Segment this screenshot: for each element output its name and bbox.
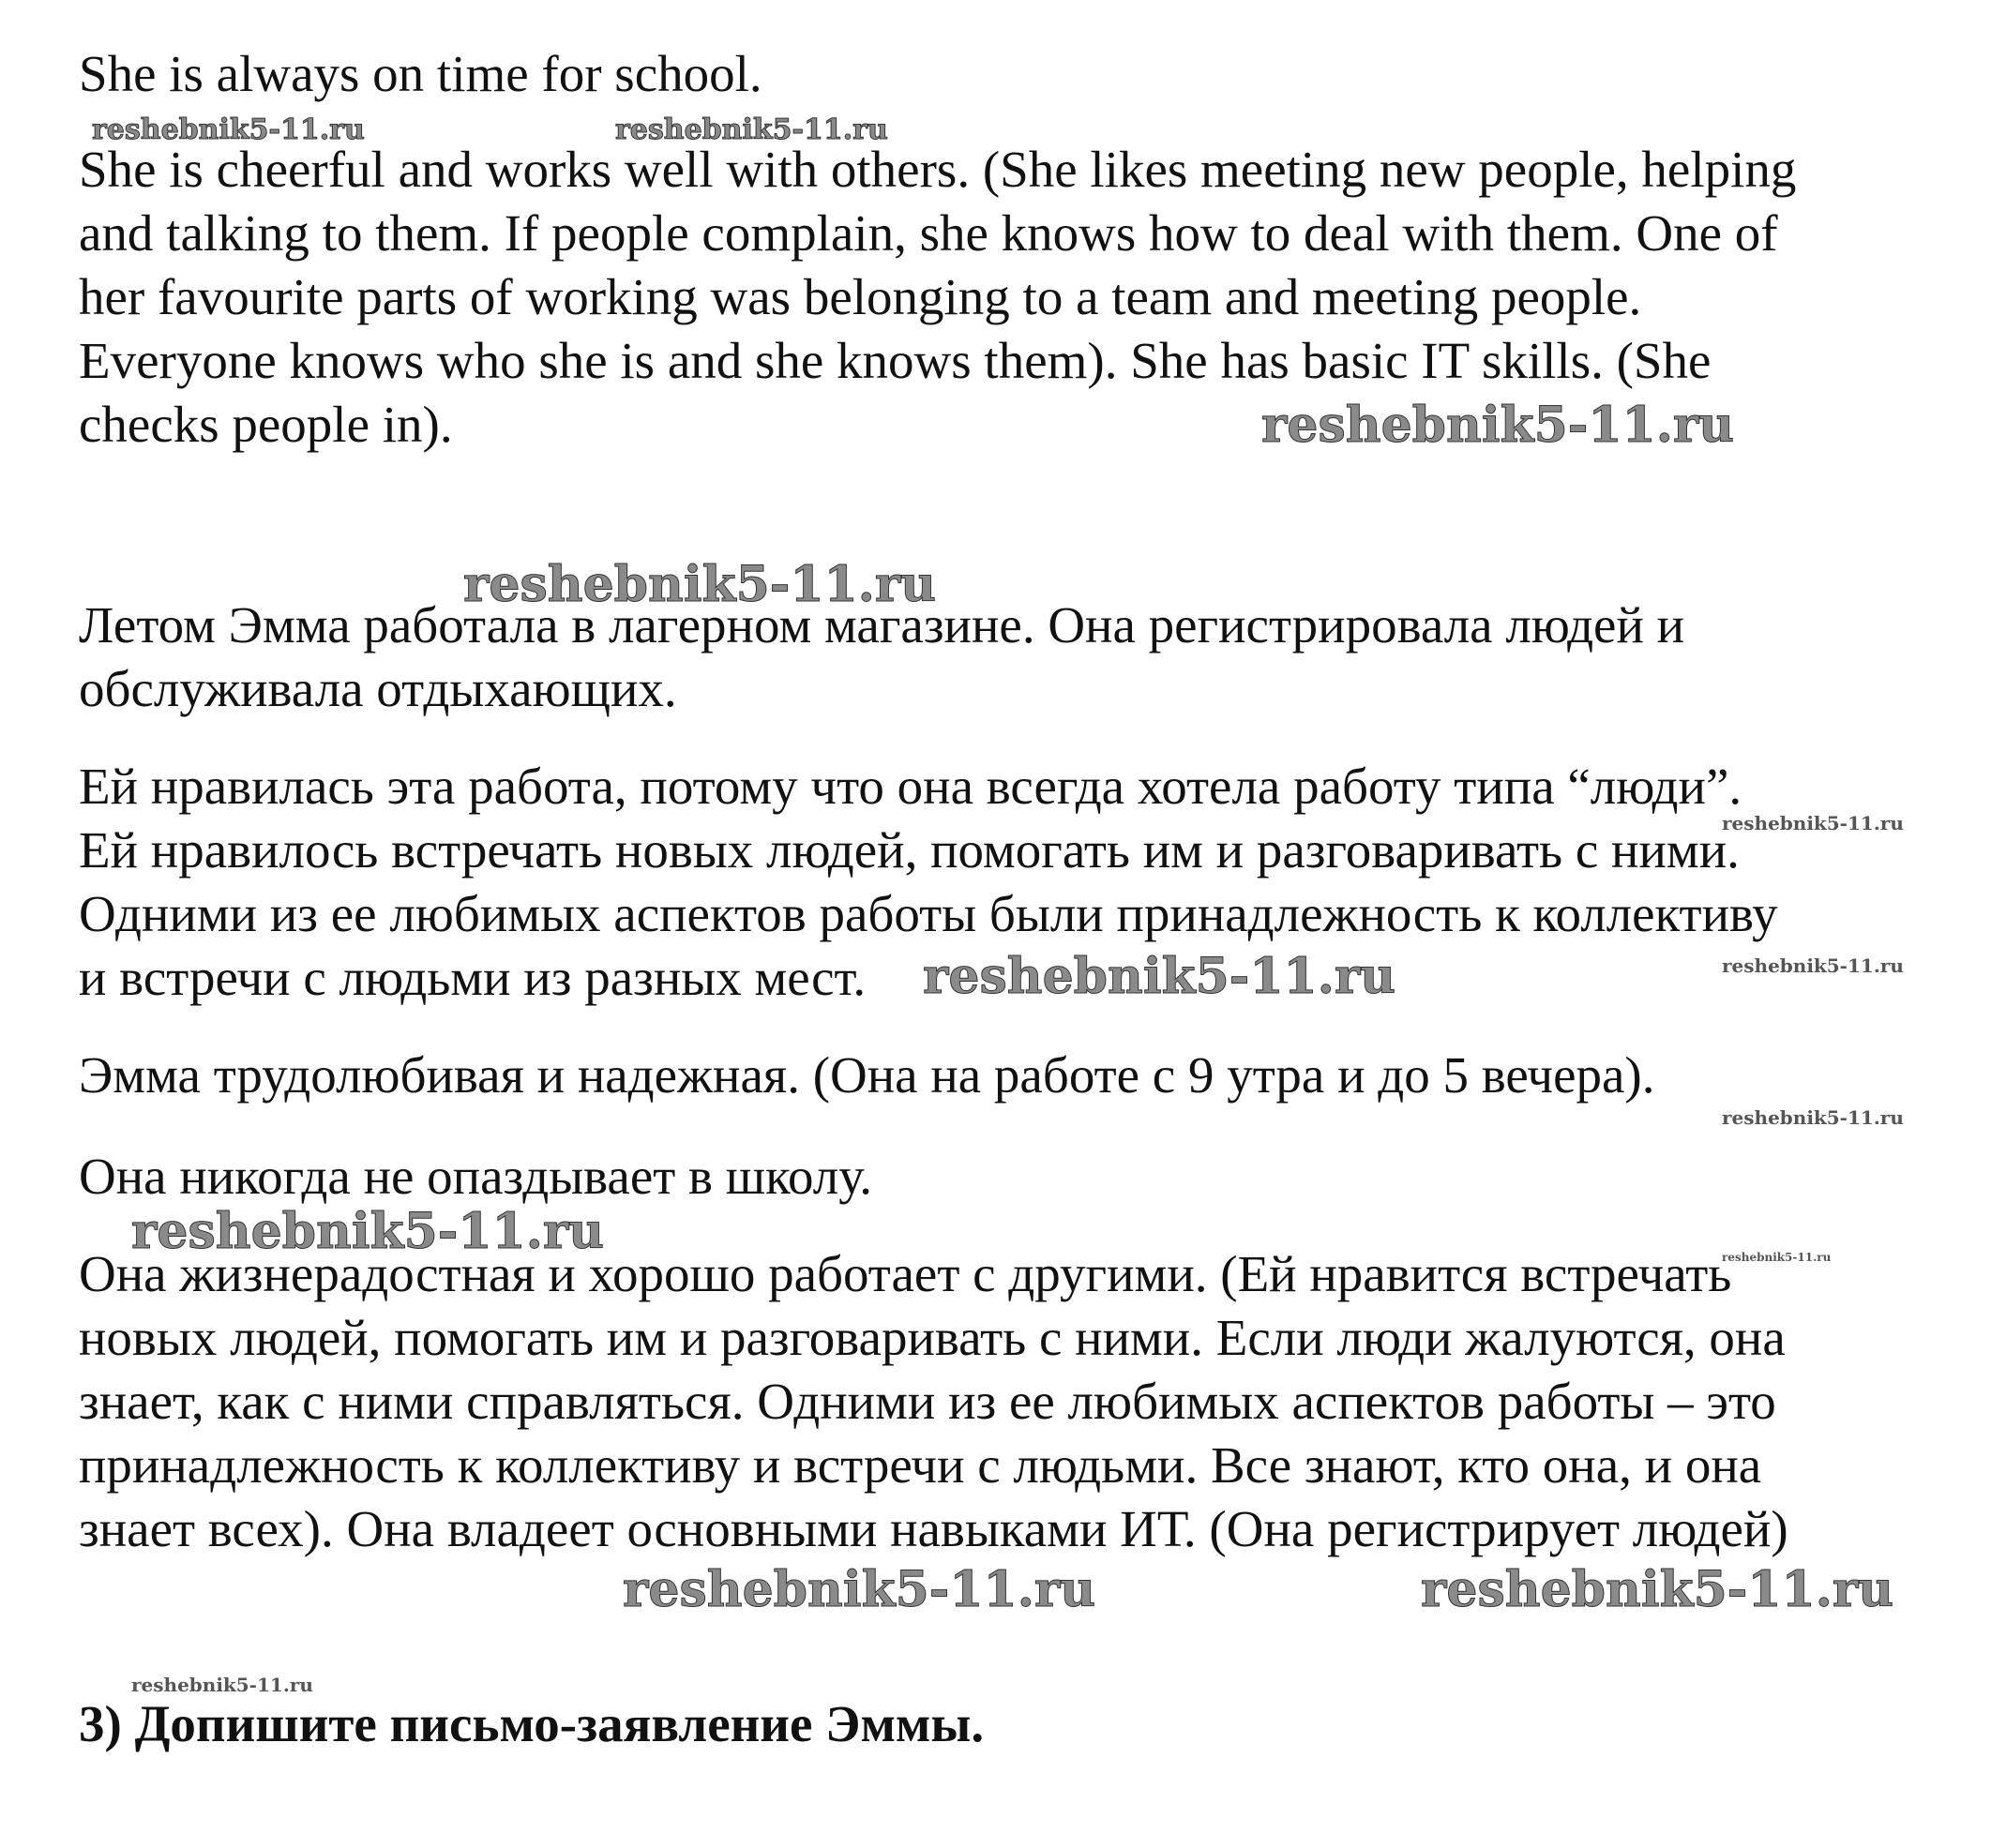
english-line-6: checks people in). <box>79 396 453 453</box>
watermark: reshebnik5-11.ru <box>615 113 888 146</box>
russian-p4-line-1: Она никогда не опаздывает в школу. <box>79 1148 873 1205</box>
watermark: reshebnik5-11.ru <box>923 948 1396 1005</box>
russian-p2-line-2: Ей нравилось встречать новых людей, помогать им и разговаривать с ними. <box>79 821 1740 879</box>
english-line-3: and talking to them. If people complain, she knows how to deal with them. One of <box>79 204 1778 262</box>
watermark: reshebnik5-11.ru <box>463 556 937 613</box>
watermark: reshebnik5-11.ru <box>623 1561 1096 1618</box>
task-heading: 3) Допишите письмо-заявление Эммы. <box>79 1695 985 1752</box>
russian-p5-line-2: новых людей, помогать им и разговаривать с ними. Если люди жалуются, она <box>79 1309 1786 1366</box>
russian-p5-line-4: принадлежность к коллективу и встречи с людьми. Все знают, кто она, и она <box>79 1436 1762 1494</box>
watermark: reshebnik5-11.ru <box>92 113 365 146</box>
watermark: reshebnik5-11.ru <box>1722 954 1904 977</box>
english-line-4: her favourite parts of working was belonging to a team and meeting people. <box>79 268 1642 325</box>
watermark: reshebnik5-11.ru <box>1722 1106 1904 1129</box>
russian-p5-line-3: знает, как с ними справляться. Одними из ее любимых аспектов работы – это <box>79 1373 1776 1430</box>
russian-p3-line-1: Эмма трудолюбивая и надежная. (Она на работе с 9 утра и до 5 вечера). <box>79 1046 1655 1104</box>
watermark: reshebnik5-11.ru <box>131 1203 605 1260</box>
watermark: reshebnik5-11.ru <box>1722 1251 1832 1264</box>
watermark: reshebnik5-11.ru <box>1421 1561 1894 1618</box>
english-line-1: She is always on time for school. <box>79 45 762 102</box>
watermark: reshebnik5-11.ru <box>1722 812 1904 834</box>
russian-p5-line-5: знает всех). Она владеет основными навыками ИТ. (Она регистрирует людей) <box>79 1500 1788 1557</box>
watermark: reshebnik5-11.ru <box>131 1674 313 1696</box>
english-line-2: She is cheerful and works well with others. (She likes meeting new people, helping <box>79 141 1797 198</box>
russian-p2-line-1: Ей нравилась эта работа, потому что она всегда хотела работу типа “люди”. <box>79 758 1742 815</box>
watermark: reshebnik5-11.ru <box>1261 397 1735 454</box>
english-line-5: Everyone knows who she is and she knows them). She has basic IT skills. (She <box>79 332 1712 389</box>
russian-p2-line-3: Одними из ее любимых аспектов работы были принадлежность к коллективу <box>79 885 1778 942</box>
russian-p1-line-2: обслуживала отдыхающих. <box>79 660 677 717</box>
russian-p2-line-4: и встречи с людьми из разных мест. <box>79 949 867 1006</box>
russian-p5-line-1: Она жизнерадостная и хорошо работает с другими. (Ей нравится встречать <box>79 1245 1732 1302</box>
russian-p1-line-1: Летом Эмма работала в лагерном магазине. Она регистрировала людей и <box>79 596 1685 654</box>
